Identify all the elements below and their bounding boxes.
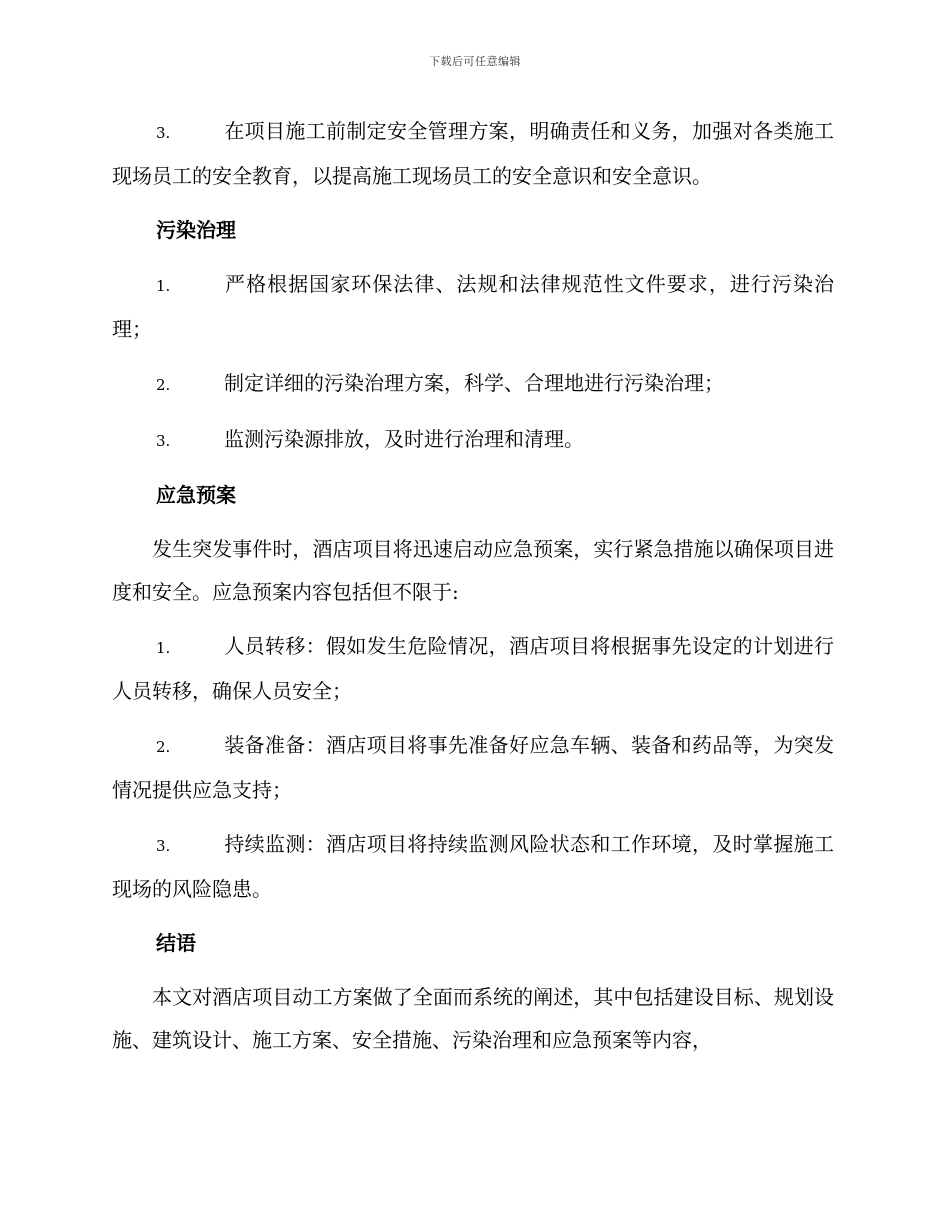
list-text: 持续监测：酒店项目将持续监测风险状态和工作环境，及时掌握施工现场的风险隐患。: [112, 832, 834, 901]
list-number: 2.: [156, 376, 171, 394]
list-number: 2.: [156, 738, 171, 756]
section-heading-pollution: 污染治理: [156, 218, 236, 242]
list-item: [112, 110, 834, 198]
list-number: 3.: [156, 432, 171, 450]
list-item: [112, 362, 834, 407]
list-text: 人员转移：假如发生危险情况，酒店项目将根据事先设定的计划进行人员转移，确保人员安全；: [112, 634, 834, 703]
list-item: [112, 263, 834, 351]
list-text: 在项目施工前制定安全管理方案，明确责任和义务，加强对各类施工现场员工的安全教育，以提高施工现场员工的安全意识和安全意识。: [112, 119, 834, 188]
list-number: 3.: [156, 124, 171, 142]
document-body: [112, 110, 834, 1073]
page-header: 下载后可任意编辑: [429, 55, 521, 68]
list-text: 严格根据国家环保法律、法规和法律规范性文件要求，进行污染治理；: [112, 272, 834, 341]
section-heading-conclusion: 结语: [156, 931, 196, 955]
list-number: 1.: [156, 639, 171, 657]
paragraph-emergency: 发生突发事件时，酒店项目将迅速启动应急预案，实行紧急措施以确保项目进度和安全。应急预案内容包括但不限于:: [112, 537, 834, 604]
list-item: [112, 823, 834, 911]
list-item: [112, 625, 834, 713]
list-item: [112, 418, 834, 463]
list-text: 监测污染源排放，及时进行治理和清理。: [224, 427, 584, 451]
list-text: 制定详细的污染治理方案，科学、合理地进行污染治理；: [224, 371, 724, 395]
section-heading-emergency: 应急预案: [156, 483, 236, 507]
list-number: 1.: [156, 277, 171, 295]
list-text: 装备准备：酒店项目将事先准备好应急车辆、装备和药品等，为突发情况提供应急支持；: [112, 733, 834, 802]
paragraph-conclusion: 本文对酒店项目动工方案做了全面而系统的阐述，其中包括建设目标、规划设施、建筑设计、施工方案、安全措施、污染治理和应急预案等内容，: [112, 985, 834, 1052]
list-number: 3.: [156, 837, 171, 855]
list-item: [112, 724, 834, 812]
